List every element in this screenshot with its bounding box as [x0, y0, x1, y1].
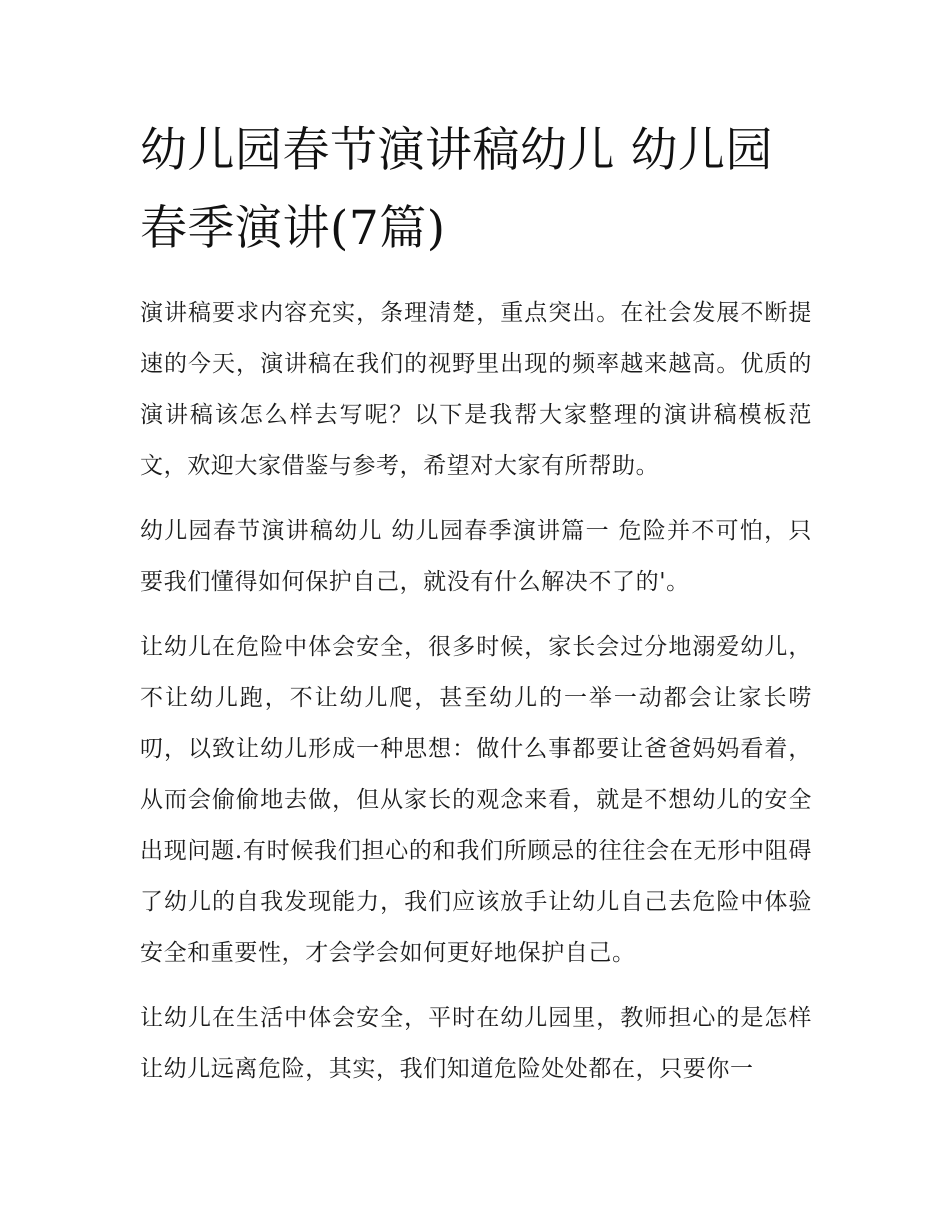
document-body — [140, 288, 812, 1095]
paragraph-life-safety: 让幼儿在生活中体会安全，平时在幼儿园里，教师担心的是怎样让幼儿远离危险，其实，我们知道危险处处都在，只要你一 — [140, 1005, 812, 1082]
document-title: 幼儿园春节演讲稿幼儿 幼儿园春季演讲(7篇) — [140, 123, 773, 256]
paragraph-section-one-heading: 幼儿园春节演讲稿幼儿 幼儿园春季演讲篇一 危险并不可怕，只要我们懂得如何保护自己，就没有什么解决不了的'。 — [140, 518, 812, 595]
paragraph-danger-safety: 让幼儿在危险中体会安全，很多时候，家长会过分地溺爱幼儿，不让幼儿跑，不让幼儿爬，甚至幼儿的一举一动都会让家长唠叨，以致让幼儿形成一种思想：做什么事都要让爸爸妈妈看着，从而会偷偷地去做，但从家长的观念来看，就是不想幼儿的安全出现问题.有时候我们担心的和我们所顾忌的往往会在无形中阻碍了幼儿的自我发现能力，我们应该放手让幼儿自己去危险中体验安全和重要性，才会学会如何更好地保护自己。 — [140, 634, 812, 966]
document-content — [140, 112, 812, 1109]
paragraph-intro: 演讲稿要求内容充实，条理清楚，重点突出。在社会发展不断提速的今天，演讲稿在我们的视野里出现的频率越来越高。优质的演讲稿该怎么样去写呢？以下是我帮大家整理的演讲稿模板范文，欢迎大家借鉴与参考，希望对大家有所帮助。 — [140, 300, 812, 479]
